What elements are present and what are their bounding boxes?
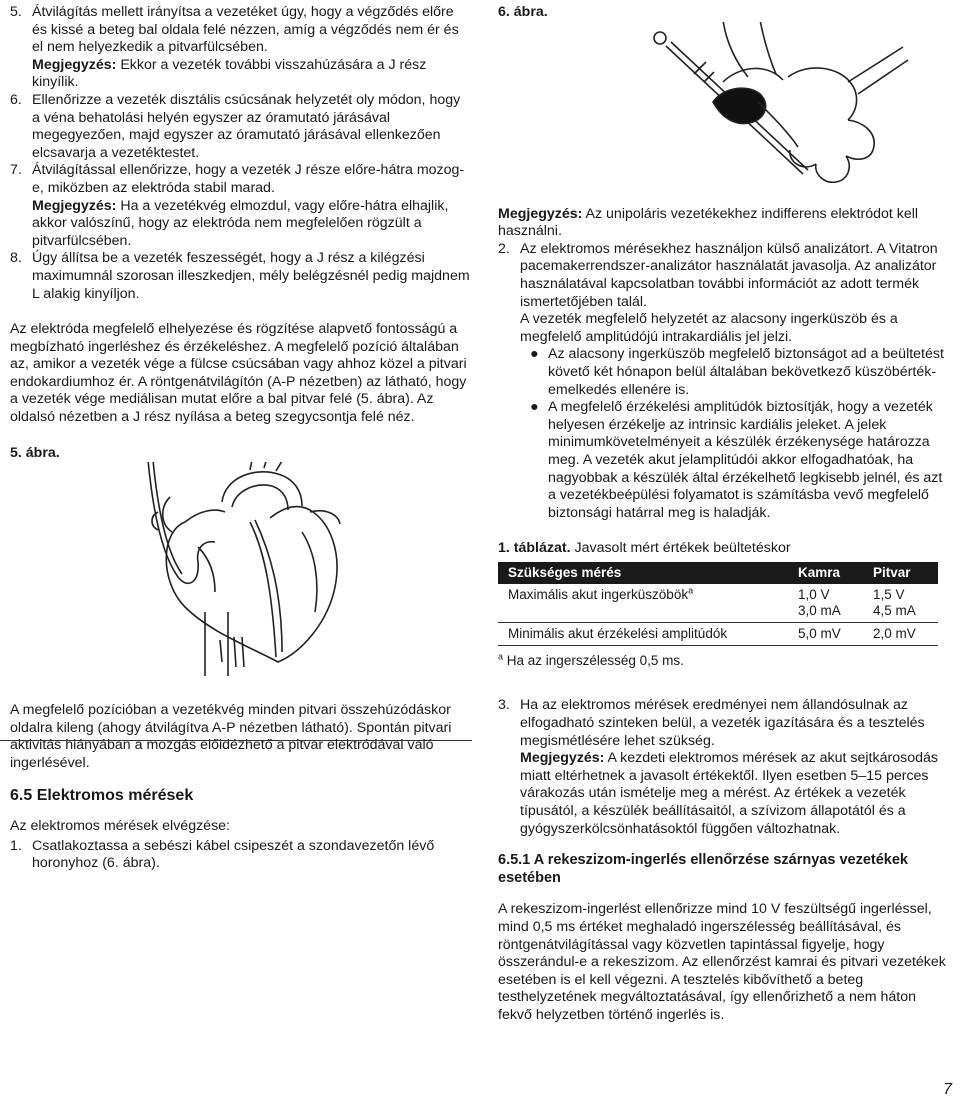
note-text: Ha a vezetékvég elmozdul, vagy előre-hátra elhajlik, akkor valószínű, hogy az elektróda nem megfelelően rögzült a pitvarfülcsében. — [32, 197, 449, 249]
clip-connector-illustration — [498, 22, 950, 188]
note-text: Ekkor a vezeték további visszahúzására a J rész kinyílik. — [32, 56, 427, 91]
table-header: Kamra — [788, 562, 863, 584]
step-text: Átvilágítással ellenőrizze, hogy a vezeték J része előre-hátra mozog-e, miközben az elektróda stabil marad. — [32, 162, 465, 196]
bullet-1 — [520, 346, 950, 399]
step-8 — [10, 250, 472, 303]
step-5 — [10, 4, 472, 92]
table-cell: 2,0 mV — [863, 622, 938, 645]
note — [32, 198, 472, 251]
note — [32, 57, 472, 92]
bullet-text: A megfelelő érzékelési amplitúdók biztosítják, hogy a vezeték helyesen érzékelje az intrinsic kardiális jeleket. A jelek minimumkövetelményeit a készülék érzékenysége határozza meg. A vezeték akut jelamplitúdói akkor elfogadhatóak, ha nagyobbak a készülék által érzékelhető legkisebb jelnél, és azt a vezetékbeépülési folyamatot is számításba vevő megfelelő biztonsági határral meg is haladják. — [548, 399, 943, 521]
step-number: 7. — [10, 162, 22, 179]
step-7 — [10, 162, 472, 250]
note-label: Megjegyzés: — [498, 205, 583, 222]
figure-divider — [0, 740, 472, 741]
step-text: Ellenőrizze a vezeték disztális csúcsának helyzetét oly módon, hogy a véna behatolási helyén egyszer az óramutató járásával megegyezően, majd egyszer az óramutató járásával ellenkezően elcsavarja a vezetéktestet. — [32, 91, 461, 161]
table-row — [498, 584, 938, 623]
table-cell: 5,0 mV — [788, 622, 863, 645]
table-label: 1. táblázat. — [498, 540, 571, 557]
step-6 — [10, 92, 472, 162]
right-column — [498, 4, 950, 1025]
item-text: Ha az elektromos mérések eredményei nem állandósulnak az elfogadható szinteken belül, a vezeték igazítására és a tesztelés megismétlésére lehet szükség. — [520, 697, 925, 749]
table-header-row — [498, 562, 938, 584]
paragraph-placement: Az elektróda megfelelő elhelyezése és rögzítése alapvető fontosságú a megbízható ingerléshez és érzékeléshez. A megfelelő pozíció általában az, amikor a vezeték vége a fülcse csúcsában vagy ahhoz közel a pitvari endokardiumhoz ér. A röntgenátvilágítón (A-P nézetben) az látható, hogy a vezeték vége mediálisan mutat előre a bal pitvar felé (5. ábra). Az oldalsó nézetben a J rész nyílása a beteg szegycsontja felé néz. — [10, 321, 467, 426]
heart-illustration — [10, 462, 470, 677]
note-label: Megjegyzés: — [32, 56, 117, 73]
note-label: Megjegyzés: — [32, 197, 117, 214]
subsection-title: 6.5.1 A rekeszizom-ingerlés ellenőrzése szárnyas vezetékek esetében — [498, 852, 908, 886]
recommended-values-table — [498, 562, 938, 646]
paragraph-diaphragm: A rekeszizom-ingerlést ellenőrizze mind 10 V feszültségű ingerléssel, mind 0,5 ms értéket meghaladó ingerszélesség beállításával, és röntgenátvilágítással vagy közvetlen tapintással figyelje, hogy összerándul-e a rekeszizom. Az ellenőrzést kamrai és pitvari vezetékek esetében is el kell végezni. A tesztelés kibővíthető a beteg testhelyzetének megváltoztatásával, így ellenőrizhető a nem háton fekvő helyzetben történő ingerlés is. — [498, 901, 946, 1023]
item-number: 2. — [498, 240, 510, 257]
figure-6-label: 6. ábra. — [498, 4, 548, 20]
item-text: Az elektromos mérésekhez használjon külső analizátort. A Vitatron pacemakerrendszer-analizátor használatát javasolja. Az analizátor használatával kapcsolatban további információt az adott termék ismertetőjében talál. — [520, 240, 938, 310]
list-item-2 — [498, 241, 950, 347]
bullet-2 — [520, 399, 950, 522]
figure-6-clip-illustration — [498, 22, 950, 188]
section-title: 6.5 Elektromos mérések — [10, 786, 194, 804]
item-number: 3. — [498, 697, 510, 714]
item-text: Csatlakoztassa a sebészi kábel csipeszét a szondavezetőn lévő horonyhoz (6. ábra). — [32, 837, 435, 872]
note-unipolar — [498, 206, 950, 241]
step-number: 6. — [10, 91, 22, 108]
bullet-dot-icon: ● — [530, 399, 539, 416]
table-footnote: $^a$ Ha az ingerszélesség 0,5 ms. — [498, 651, 684, 668]
figure-5-heart-illustration — [10, 462, 472, 682]
table-cell: Maximális akut ingerküszöbök$^a$ — [508, 585, 694, 602]
bullet-text: Az alacsony ingerküszöb megfelelő biztonságot ad a beültetést követő két hónapon belül általában bekövetkező küszöbérték-emelkedés ellenére is. — [548, 346, 944, 398]
page-number: 7 — [943, 1081, 952, 1099]
table-cell: 1,0 V 3,0 mA — [798, 586, 841, 618]
table-caption — [498, 540, 950, 558]
note-text: A kezdeti elektromos mérések az akut sejtkárosodás miatt eltérhetnek a javasolt értékektől. Ilyen esetben 5–15 perces várakozás után ismételje meg a mérést. Az értékek a vezeték típusától, a készülék beállításaitól, a szívizom állapotától és a gyógyszerkölcsönhatásoktól függően változhatnak. — [520, 750, 938, 837]
paragraph-motion: A megfelelő pozícióban a vezetékvég minden pitvari összehúzódáskor oldalra kileng (ahogy átvilágítva A-P nézetben látható). Spontán pitvari aktivitás hiányában a mozgás előidézhető a pitvar elektródával való ingerlésével. — [10, 702, 452, 772]
table-cell: Minimális akut érzékelési amplitúdók — [498, 622, 788, 645]
step-number: 5. — [10, 4, 22, 20]
step-number: 8. — [10, 250, 22, 267]
table-header: Szükséges mérés — [498, 562, 788, 584]
table-row — [498, 622, 938, 645]
note-label: Megjegyzés: — [520, 750, 605, 767]
item-number: 1. — [10, 837, 22, 854]
note — [520, 750, 950, 838]
paragraph-measurements-intro: Az elektromos mérések elvégzése: — [10, 818, 230, 835]
item-text-b: A vezeték megfelelő helyzetét az alacsony ingerküszöb és a megfelelő amplitúdójú intrakardiális jel jelzi. — [520, 311, 898, 345]
note-text: Az unipoláris vezetékekhez indifferens elektródot kell használni. — [498, 205, 919, 240]
list-item-3 — [498, 697, 950, 838]
figure-5-label: 5. ábra. — [10, 444, 60, 461]
bullet-dot-icon: ● — [530, 346, 539, 363]
table-caption-text: Javasolt mért értékek beültetéskor — [574, 540, 791, 557]
step-text: Átvilágítás mellett irányítsa a vezetéket úgy, hogy a végződés előre és kissé a beteg bal oldala felé nézzen, amíg a végződés nem ér és el nem helyezkedik a pitvarfülcsében. — [32, 4, 459, 56]
left-column — [10, 4, 472, 873]
list-item-1 — [10, 838, 472, 873]
step-text: Úgy állítsa be a vezeték feszességét, hogy a J rész a kilégzési maximumnál szorosan illeszkedjen, mély belégzésnél pedig majdnem L alakig kinyíljon. — [32, 250, 470, 302]
table-cell: 1,5 V 4,5 mA — [873, 586, 916, 618]
table-header: Pitvar — [863, 562, 938, 584]
